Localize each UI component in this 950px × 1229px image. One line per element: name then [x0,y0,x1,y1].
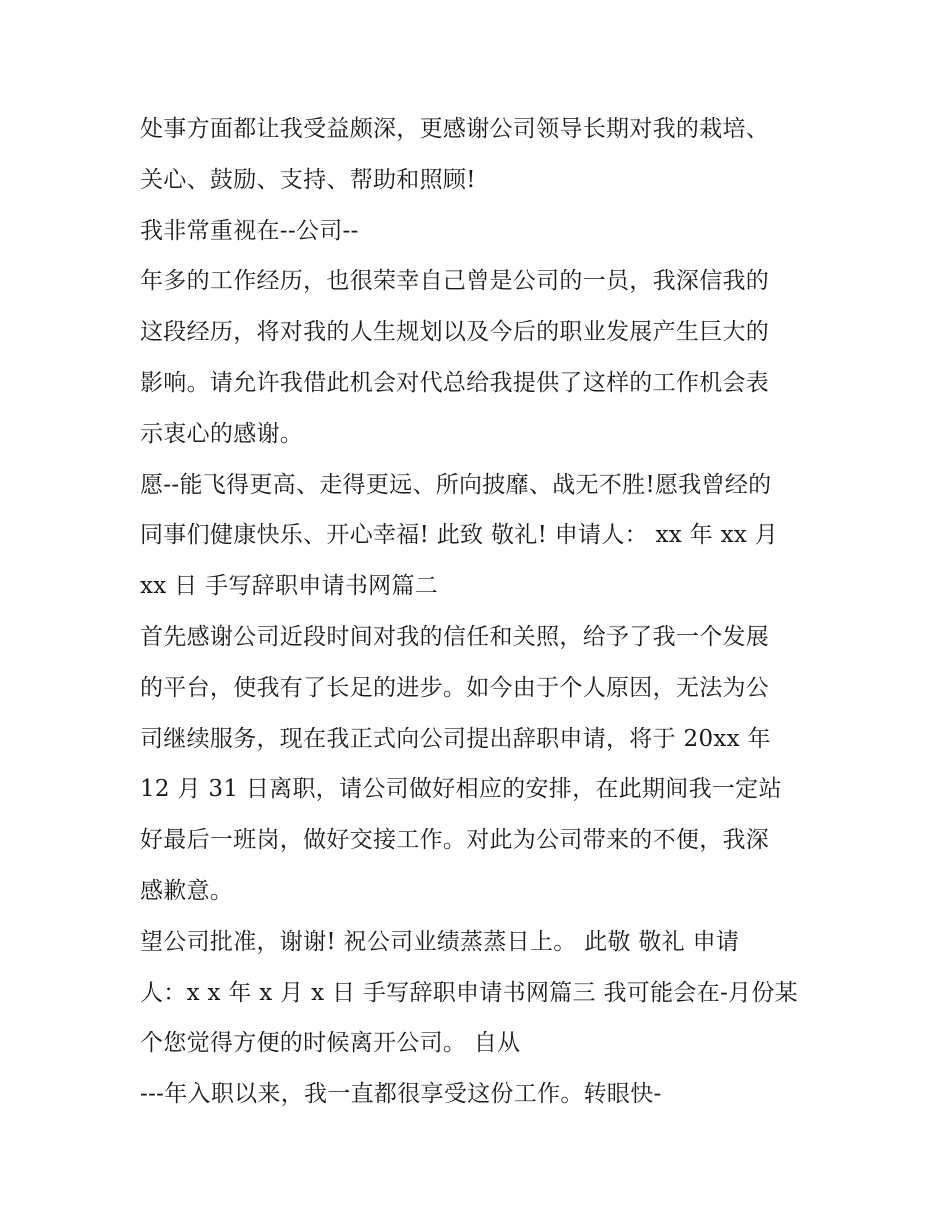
text-line-17: 望公司批准，谢谢! 祝公司业绩蒸蒸日上。 此敬 敬礼 申请 [140,928,740,955]
text-line-6: 影响。请允许我借此机会对代总给我提供了这样的工作机会表 [140,369,770,396]
text-line-15: 好最后一班岗，做好交接工作。对此为公司带来的不便，我深 [140,827,770,854]
body-text [140,104,830,1120]
text-line-8: 愿--能飞得更高、走得更远、所向披靡、战无不胜!愿我曾经的 [140,471,772,498]
text-line-11: 首先感谢公司近段时间对我的信任和关照，给予了我一个发展 [140,623,770,650]
text-line-13: 司继续服务，现在我正式向公司提出辞职申请，将于 20xx 年 [140,725,771,752]
text-line-4: 年多的工作经历，也很荣幸自己曾是公司的一员，我深信我的 [140,268,770,295]
text-line-2: 关心、鼓励、支持、帮助和照顾! [140,166,476,193]
text-line-10: xx 日 手写辞职申请书网篇二 [140,573,439,600]
text-line-1: 处事方面都让我受益颇深，更感谢公司领导长期对我的栽培、 [140,116,770,142]
text-line-19: 个您觉得方便的时候离开公司。 自从 [140,1030,521,1057]
text-line-16: 感歉意。 [140,877,234,904]
text-line-14: 12 月 31 日离职，请公司做好相应的安排，在此期间我一定站 [140,776,782,803]
text-line-20: ---年入职以来，我一直都很享受这份工作。转眼快- [140,1081,662,1108]
text-line-12: 的平台，使我有了长足的进步。如今由于个人原因，无法为公 [140,674,770,701]
text-line-7: 示衷心的感谢。 [140,420,304,447]
text-line-9: 同事们健康快乐、开心幸福! 此致 敬礼! 申请人： xx 年 xx 月 [140,522,779,549]
text-line-5: 这段经历，将对我的人生规划以及今后的职业发展产生巨大的 [140,319,770,346]
text-line-3: 我非常重视在--公司-- [140,217,359,244]
text-line-18: 人：x x 年 x 月 x 日 手写辞职申请书网篇三 我可能会在-月份某 [140,979,798,1006]
